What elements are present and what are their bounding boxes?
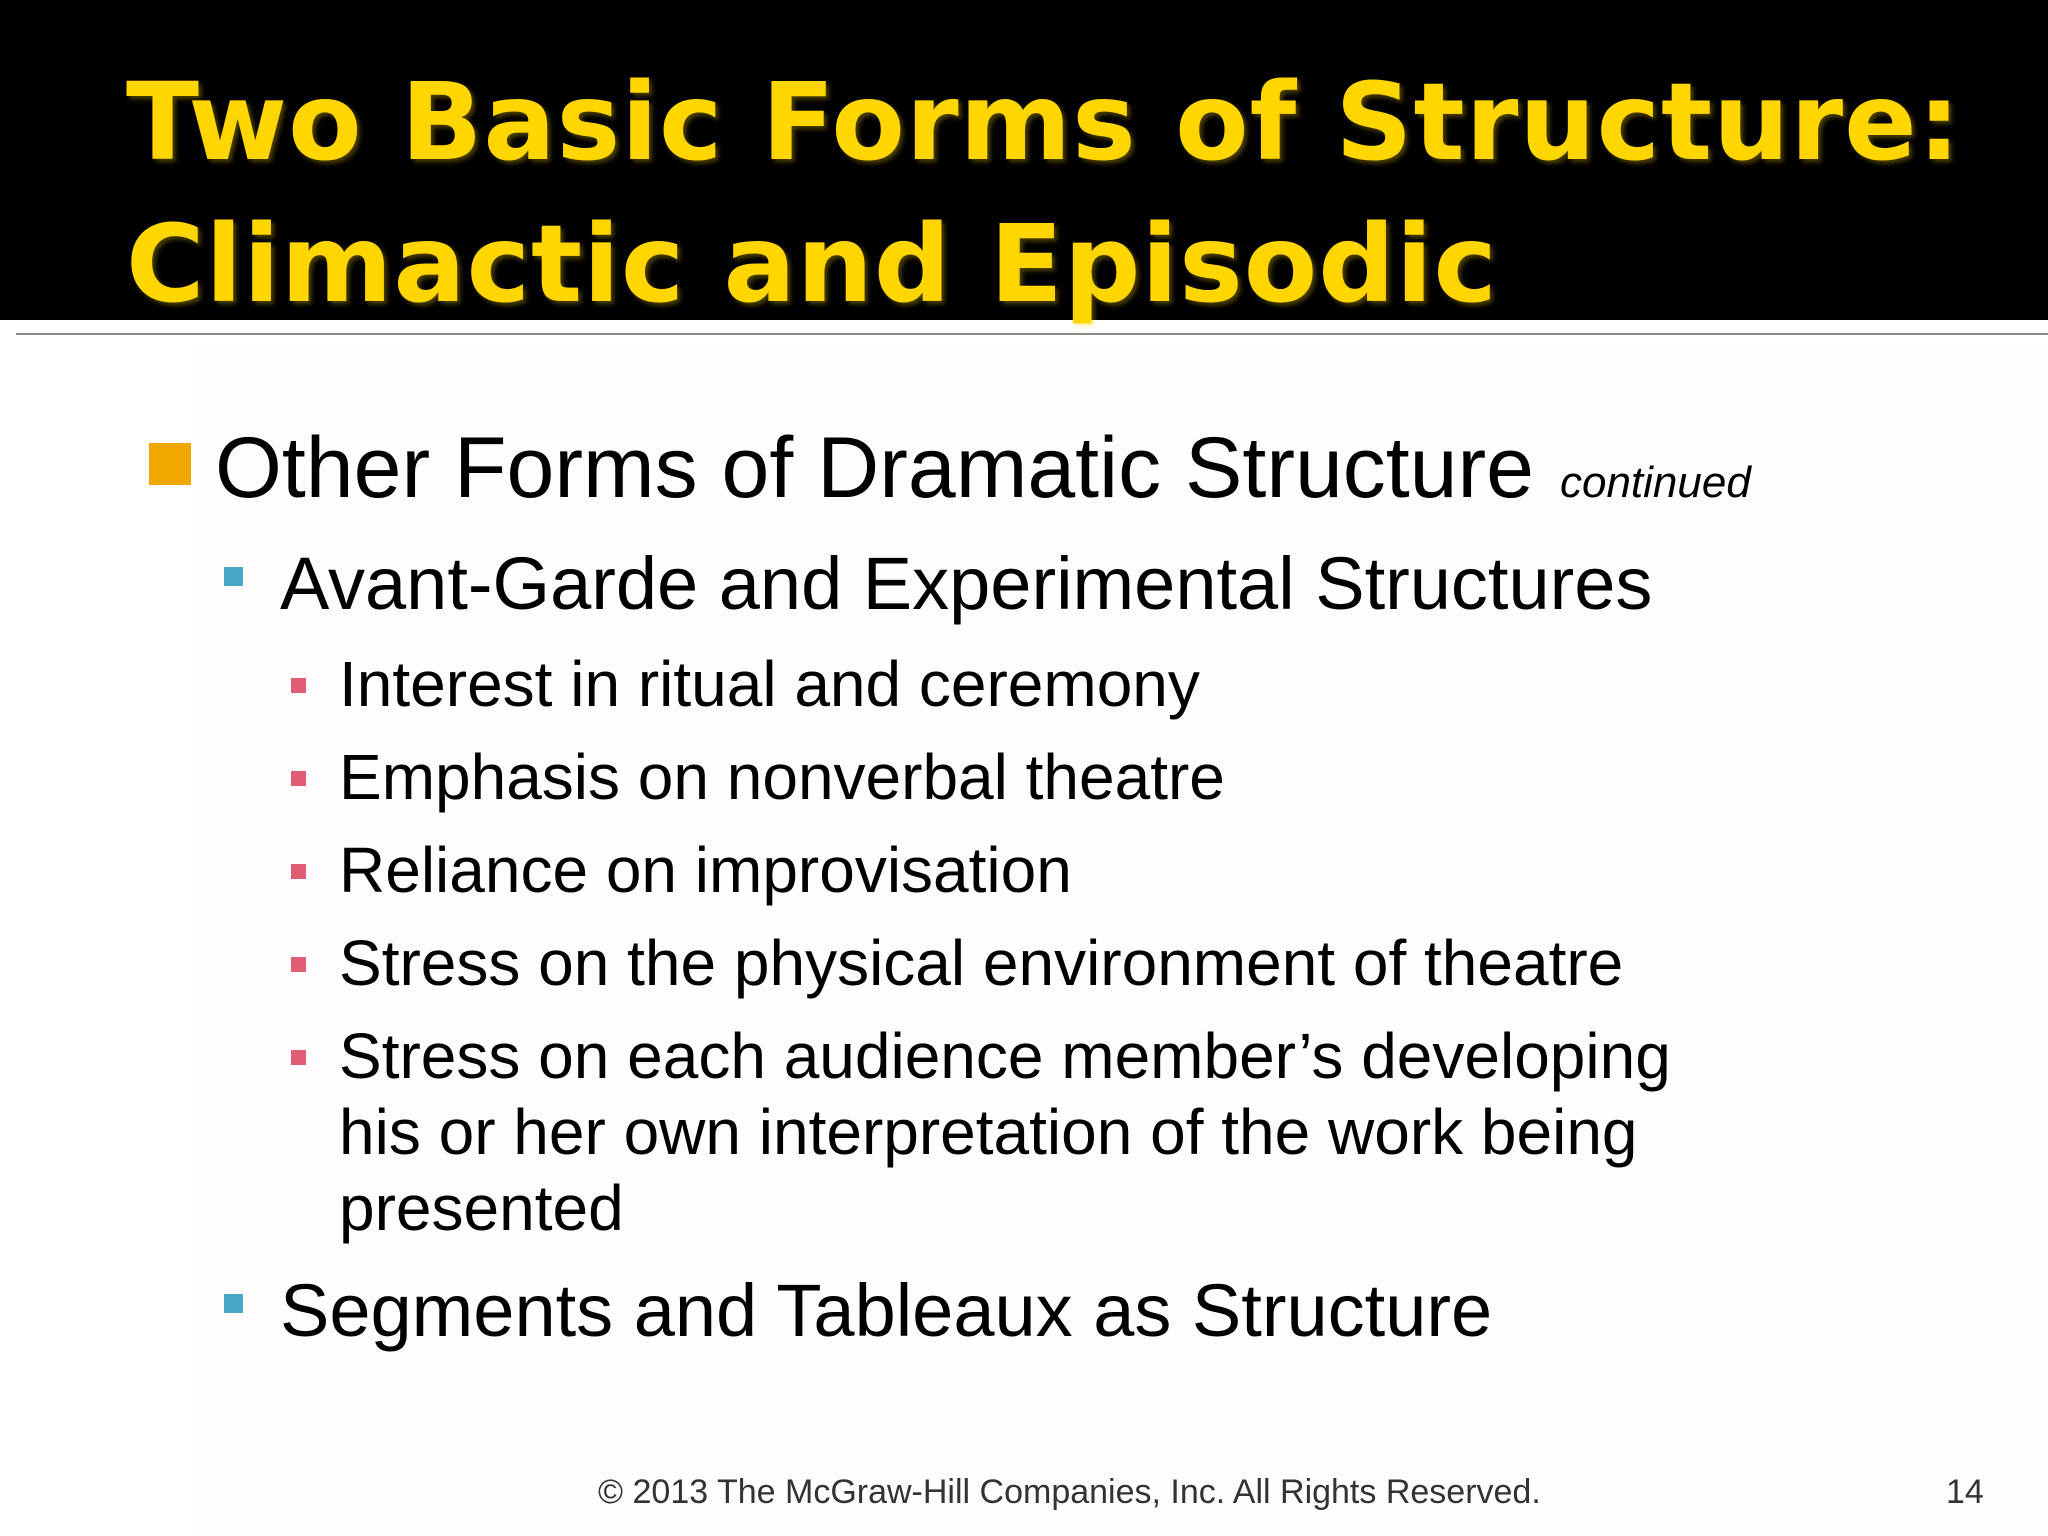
level3-bullet-square-icon [291, 771, 306, 786]
copyright-footer: © 2013 The McGraw-Hill Companies, Inc. All Rights Reserved. [598, 1473, 1541, 1511]
level3-bullet-square-icon [291, 957, 306, 972]
level2-bullet: Avant-Garde and Experimental Structures [280, 542, 1653, 625]
level3-bullet-square-icon [291, 1050, 306, 1065]
slide-title-line-2: Climactic and Episodic [126, 203, 1498, 327]
level3-bullet: Stress on each audience member’s developing [339, 1020, 1671, 1092]
slide-title [126, 52, 1961, 336]
title-bar [0, 0, 2048, 327]
level1-bullet [215, 418, 1751, 533]
level1-bullet-square-icon [149, 443, 191, 485]
slide-title-line-1: Two Basic Forms of Structure: [126, 61, 1962, 185]
continued-note: continued [1559, 458, 1751, 507]
level3-bullet: Emphasis on nonverbal theatre [339, 741, 1225, 813]
level1-bullet-text: Other Forms of Dramatic Structure [215, 420, 1534, 516]
level2-bullet-square-icon [224, 567, 243, 586]
level3-bullet: Stress on the physical environment of theatre [339, 927, 1624, 999]
level3-bullet-continuation: presented [339, 1172, 624, 1244]
level3-bullet: Reliance on improvisation [339, 834, 1072, 906]
level3-bullet-continuation: his or her own interpretation of the work being [339, 1096, 1638, 1168]
level3-bullet: Interest in ritual and ceremony [339, 648, 1200, 720]
level3-bullet-square-icon [291, 864, 306, 879]
page-number: 14 [1946, 1473, 1984, 1511]
level2-bullet-square-icon [224, 1294, 243, 1313]
level3-bullet-square-icon [291, 678, 306, 693]
title-divider [16, 333, 2048, 335]
level2-bullet: Segments and Tableaux as Structure [280, 1269, 1493, 1352]
